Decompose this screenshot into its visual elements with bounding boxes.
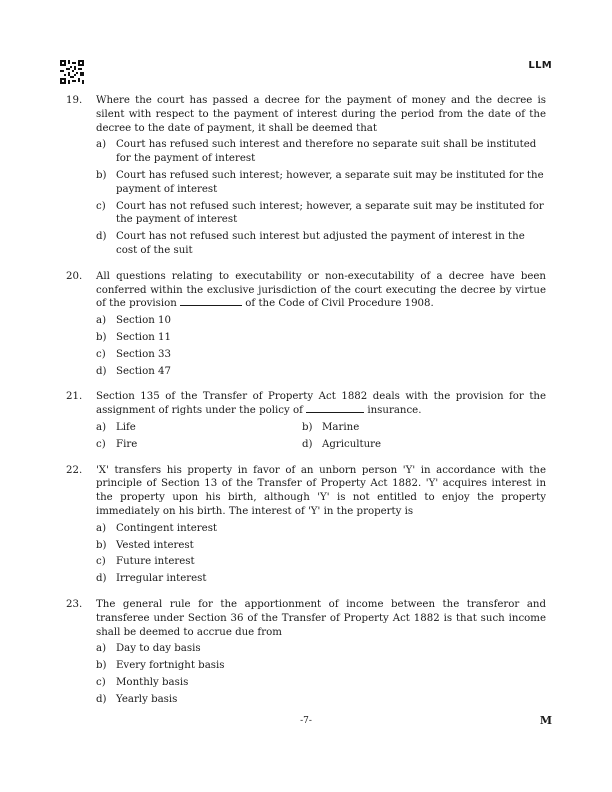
option-b[interactable] (96, 169, 546, 197)
stem-text: insurance. (367, 405, 422, 417)
question-stem: 'X' transfers his property in favor of an unborn person 'Y' in accordance with the principle of Section 13 of the Transfer of Property Act 1882. 'Y' acquires interest in the property upon his birth, although 'Y' is not entitled to enjoy the property immediately on his birth. The interest of 'Y' in the property is (96, 464, 546, 517)
option-a[interactable] (96, 522, 546, 536)
option-text: Agriculture (322, 438, 382, 450)
option-list (96, 314, 546, 378)
option-b[interactable] (96, 331, 546, 345)
option-label: b) (96, 660, 107, 672)
question-stem (96, 270, 546, 311)
option-b[interactable] (96, 539, 546, 553)
option-label: c) (96, 200, 106, 212)
option-list (96, 642, 546, 706)
option-text: Court has refused such interest; however, a separate suit may be instituted for the payment of interest (116, 169, 544, 195)
option-label: b) (302, 421, 313, 433)
option-a[interactable] (96, 642, 546, 656)
option-label: b) (96, 169, 107, 181)
option-label: c) (96, 348, 106, 360)
option-text: Section 33 (116, 348, 171, 360)
option-b[interactable] (96, 659, 546, 673)
option-list (96, 138, 546, 257)
option-label: a) (96, 421, 107, 433)
option-text: Court has not refused such interest but adjusted the payment of interest in the cost of the suit (116, 231, 525, 256)
option-text: Life (116, 421, 136, 433)
option-d[interactable] (96, 693, 546, 707)
option-a[interactable] (96, 421, 302, 435)
option-label: d) (96, 693, 107, 705)
option-label: a) (96, 522, 107, 534)
fill-in-blank (180, 305, 242, 306)
question-stem (96, 390, 546, 418)
option-label: d) (96, 231, 107, 243)
question-stem: The general rule for the apportionment of income between the transferor and transferee under Section 36 of the Transfer of Property Act 1882 is that such income shall be deemed to accrue due from (96, 598, 546, 638)
option-label: c) (96, 438, 106, 450)
stem-text: All questions relating to executability or non-executability of a decree have been conferred within the exclusive jurisdiction of the court executing the decree by virtue of the provision (96, 270, 546, 310)
option-label: d) (302, 438, 313, 450)
option-text: Court has not refused such interest; however, a separate suit may be instituted for the payment of interest (116, 200, 544, 226)
option-d[interactable] (96, 365, 546, 379)
option-text: Court has refused such interest and therefore no separate suit shall be instituted for the payment of interest (116, 139, 537, 165)
option-text: Marine (322, 421, 360, 433)
question-number: 20. (66, 270, 83, 282)
question-number: 19. (66, 95, 83, 106)
question-number: 21. (66, 391, 83, 403)
option-text: Fire (116, 438, 138, 450)
option-a[interactable] (96, 314, 546, 328)
question-22 (66, 464, 546, 586)
option-list (96, 421, 546, 452)
option-d[interactable] (96, 572, 546, 586)
question-19 (66, 94, 546, 258)
question-number: 22. (66, 464, 83, 476)
option-d[interactable] (96, 230, 546, 258)
option-a[interactable] (96, 138, 546, 166)
qr-code-icon (60, 60, 84, 84)
option-text: Monthly basis (116, 676, 189, 688)
option-text: Section 10 (116, 315, 171, 327)
question-list (66, 94, 546, 718)
option-label: b) (96, 539, 107, 551)
option-d[interactable] (302, 438, 508, 452)
question-20 (66, 270, 546, 379)
series-code: M (539, 714, 552, 727)
option-list (96, 522, 546, 586)
question-stem: Where the court has passed a decree for the payment of money and the decree is silent with respect to the payment of interest during the period from the date of the decree to the date of payment, it shall be deemed that (96, 95, 546, 134)
page-number: -7- (300, 716, 312, 726)
option-text: Section 47 (116, 365, 171, 377)
option-text: Every fortnight basis (116, 660, 225, 672)
option-label: a) (96, 643, 107, 655)
option-c[interactable] (96, 676, 546, 690)
option-label: a) (96, 315, 107, 327)
option-label: d) (96, 573, 107, 585)
option-c[interactable] (96, 200, 546, 228)
question-number: 23. (66, 598, 83, 610)
option-text: Irregular interest (116, 573, 207, 585)
option-c[interactable] (96, 555, 546, 569)
option-text: Future interest (116, 556, 195, 568)
question-23 (66, 598, 546, 707)
option-text: Section 11 (116, 331, 171, 343)
option-c[interactable] (96, 348, 546, 362)
stem-text: of the Code of Civil Procedure 1908. (245, 298, 434, 310)
option-c[interactable] (96, 438, 302, 452)
option-label: c) (96, 556, 106, 568)
fill-in-blank (306, 412, 364, 413)
option-b[interactable] (302, 421, 508, 435)
option-label: c) (96, 676, 106, 688)
option-text: Day to day basis (116, 643, 201, 655)
option-text: Contingent interest (116, 522, 218, 534)
stem-text: Section 135 of the Transfer of Property Act 1882 deals with the provision for the assignment of rights under the policy of (96, 391, 546, 417)
option-label: b) (96, 331, 107, 343)
exam-code: LLM (528, 60, 552, 71)
option-text: Yearly basis (116, 693, 178, 705)
option-label: a) (96, 139, 107, 151)
option-text: Vested interest (116, 539, 194, 551)
option-label: d) (96, 365, 107, 377)
question-21 (66, 390, 546, 451)
